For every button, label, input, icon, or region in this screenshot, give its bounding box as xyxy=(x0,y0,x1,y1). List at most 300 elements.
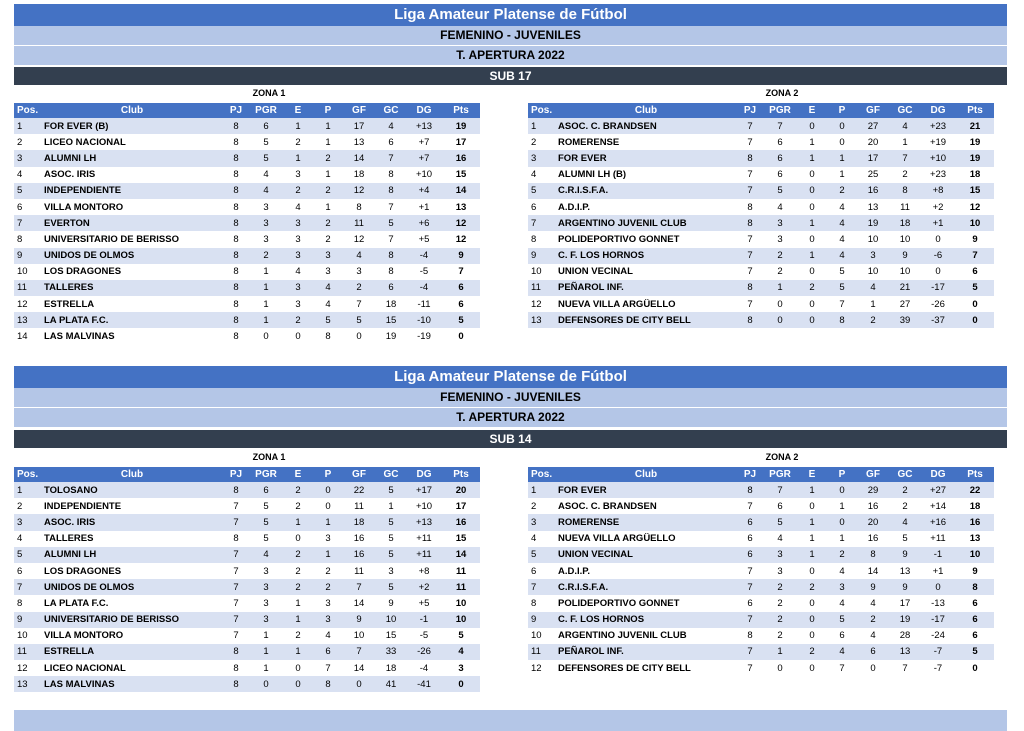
cell-club: PEÑAROL INF. xyxy=(556,644,736,660)
cell-e: 0 xyxy=(796,660,828,676)
column-header-pos: Pos. xyxy=(528,103,556,118)
cell-gf: 11 xyxy=(342,215,376,231)
cell-pos: 6 xyxy=(528,199,556,215)
cell-pj: 7 xyxy=(736,579,764,595)
cell-pj: 8 xyxy=(222,482,250,498)
cell-pj: 6 xyxy=(736,531,764,547)
cell-gf: 16 xyxy=(342,547,376,563)
cell-pts: 19 xyxy=(956,134,994,150)
table-header-row xyxy=(14,467,480,482)
table-row xyxy=(528,514,994,530)
cell-gc: 9 xyxy=(890,547,920,563)
cell-pos: 11 xyxy=(528,280,556,296)
category-header: SUB 17 xyxy=(14,67,1007,85)
cell-club: FOR EVER xyxy=(556,482,736,498)
cell-gc: 7 xyxy=(376,199,406,215)
cell-p: 5 xyxy=(828,612,856,628)
cell-p: 4 xyxy=(828,215,856,231)
cell-pos: 2 xyxy=(14,498,42,514)
cell-pgr: 1 xyxy=(250,296,282,312)
cell-pj: 8 xyxy=(222,183,250,199)
cell-club: TOLOSANO xyxy=(42,482,222,498)
table-row xyxy=(528,248,994,264)
cell-gc: 18 xyxy=(376,660,406,676)
cell-pgr: 1 xyxy=(250,280,282,296)
cell-p: 4 xyxy=(314,628,342,644)
cell-dg: +16 xyxy=(920,514,956,530)
cell-gc: 11 xyxy=(890,199,920,215)
cell-e: 1 xyxy=(796,215,828,231)
cell-pgr: 3 xyxy=(764,547,796,563)
cell-dg: +11 xyxy=(406,547,442,563)
table-row xyxy=(14,280,480,296)
cell-pts: 0 xyxy=(956,660,994,676)
cell-pos: 13 xyxy=(14,312,42,328)
cell-pos: 12 xyxy=(528,296,556,312)
cell-pos: 5 xyxy=(14,547,42,563)
league-title: Liga Amateur Platense de Fútbol xyxy=(14,366,1007,388)
cell-gf: 20 xyxy=(856,514,890,530)
cell-pgr: 0 xyxy=(764,660,796,676)
cell-pos: 5 xyxy=(14,183,42,199)
cell-gc: 1 xyxy=(376,498,406,514)
cell-pgr: 5 xyxy=(250,531,282,547)
table-row xyxy=(14,579,480,595)
cell-gc: 7 xyxy=(890,660,920,676)
cell-pts: 18 xyxy=(956,498,994,514)
cell-pos: 9 xyxy=(528,612,556,628)
cell-pos: 14 xyxy=(14,328,42,344)
cell-pts: 15 xyxy=(956,183,994,199)
cell-pts: 19 xyxy=(956,150,994,166)
cell-gc: 18 xyxy=(376,296,406,312)
cell-e: 1 xyxy=(282,118,314,134)
cell-gc: 4 xyxy=(376,118,406,134)
cell-pgr: 1 xyxy=(250,628,282,644)
footer-bar xyxy=(14,710,1007,731)
standings-table-zone-1 xyxy=(14,467,480,692)
cell-gc: 19 xyxy=(376,328,406,344)
cell-e: 0 xyxy=(796,264,828,280)
cell-gf: 0 xyxy=(856,660,890,676)
cell-club: ASOC. C. BRANDSEN xyxy=(556,118,736,134)
cell-pj: 7 xyxy=(736,660,764,676)
cell-pj: 7 xyxy=(736,644,764,660)
cell-e: 3 xyxy=(282,167,314,183)
cell-gc: 8 xyxy=(376,167,406,183)
table-row xyxy=(528,644,994,660)
cell-dg: +14 xyxy=(920,498,956,514)
cell-pts: 16 xyxy=(442,150,480,166)
column-header-e: E xyxy=(282,467,314,482)
cell-gf: 12 xyxy=(342,231,376,247)
cell-pj: 8 xyxy=(736,199,764,215)
cell-pj: 8 xyxy=(222,134,250,150)
table-header-row xyxy=(528,467,994,482)
cell-pts: 17 xyxy=(442,134,480,150)
cell-pj: 8 xyxy=(736,482,764,498)
cell-gc: 10 xyxy=(376,612,406,628)
cell-dg: +27 xyxy=(920,482,956,498)
cell-pj: 7 xyxy=(736,264,764,280)
cell-dg: -19 xyxy=(406,328,442,344)
column-header-club: Club xyxy=(42,467,222,482)
cell-club: INDEPENDIENTE xyxy=(42,498,222,514)
cell-dg: -17 xyxy=(920,612,956,628)
cell-pgr: 0 xyxy=(764,296,796,312)
cell-pts: 13 xyxy=(442,199,480,215)
cell-gf: 2 xyxy=(856,312,890,328)
cell-pj: 7 xyxy=(736,248,764,264)
cell-pts: 5 xyxy=(956,280,994,296)
cell-e: 3 xyxy=(282,231,314,247)
cell-gf: 17 xyxy=(342,118,376,134)
zone-1-label: ZONA 1 xyxy=(252,452,286,462)
cell-pj: 8 xyxy=(222,676,250,692)
cell-pos: 6 xyxy=(14,199,42,215)
league-title: Liga Amateur Platense de Fútbol xyxy=(14,4,1007,26)
cell-club: LOS DRAGONES xyxy=(42,563,222,579)
cell-gc: 28 xyxy=(890,628,920,644)
cell-e: 0 xyxy=(796,595,828,611)
cell-club: DEFENSORES DE CITY BELL xyxy=(556,312,736,328)
cell-gc: 21 xyxy=(890,280,920,296)
cell-dg: -10 xyxy=(406,312,442,328)
cell-p: 0 xyxy=(828,514,856,530)
cell-pj: 7 xyxy=(222,628,250,644)
cell-pgr: 3 xyxy=(250,199,282,215)
cell-p: 1 xyxy=(314,134,342,150)
cell-pts: 7 xyxy=(956,248,994,264)
cell-club: VILLA MONTORO xyxy=(42,199,222,215)
cell-pj: 8 xyxy=(222,118,250,134)
cell-pts: 15 xyxy=(442,531,480,547)
cell-p: 2 xyxy=(828,547,856,563)
cell-pgr: 0 xyxy=(250,328,282,344)
cell-dg: +13 xyxy=(406,514,442,530)
table-row xyxy=(528,498,994,514)
cell-pj: 8 xyxy=(222,531,250,547)
table-row xyxy=(14,199,480,215)
cell-e: 1 xyxy=(282,612,314,628)
cell-gf: 8 xyxy=(342,199,376,215)
cell-pts: 4 xyxy=(442,644,480,660)
cell-gf: 3 xyxy=(342,264,376,280)
cell-e: 0 xyxy=(796,167,828,183)
column-header-pts: Pts xyxy=(442,103,480,118)
cell-p: 0 xyxy=(828,118,856,134)
cell-gf: 27 xyxy=(856,118,890,134)
cell-gc: 1 xyxy=(890,134,920,150)
cell-pgr: 5 xyxy=(250,514,282,530)
cell-pgr: 7 xyxy=(764,118,796,134)
cell-dg: 0 xyxy=(920,579,956,595)
cell-pts: 3 xyxy=(442,660,480,676)
cell-gf: 14 xyxy=(342,660,376,676)
cell-pgr: 3 xyxy=(764,215,796,231)
table-row xyxy=(14,628,480,644)
cell-club: A.D.I.P. xyxy=(556,563,736,579)
cell-gf: 16 xyxy=(856,183,890,199)
cell-dg: +2 xyxy=(406,579,442,595)
cell-gc: 4 xyxy=(890,514,920,530)
cell-e: 0 xyxy=(282,328,314,344)
cell-p: 8 xyxy=(828,312,856,328)
table-row xyxy=(528,595,994,611)
column-header-pos: Pos. xyxy=(14,103,42,118)
table-row xyxy=(528,150,994,166)
table-row xyxy=(14,547,480,563)
cell-dg: +1 xyxy=(920,563,956,579)
cell-e: 1 xyxy=(796,547,828,563)
cell-club: VILLA MONTORO xyxy=(42,628,222,644)
cell-pts: 9 xyxy=(442,248,480,264)
cell-pj: 8 xyxy=(222,215,250,231)
cell-e: 0 xyxy=(282,676,314,692)
cell-pgr: 5 xyxy=(764,514,796,530)
table-row xyxy=(14,312,480,328)
cell-dg: +10 xyxy=(920,150,956,166)
cell-pos: 10 xyxy=(14,264,42,280)
cell-gc: 3 xyxy=(376,563,406,579)
column-header-e: E xyxy=(282,103,314,118)
cell-club: C.R.I.S.F.A. xyxy=(556,579,736,595)
cell-p: 8 xyxy=(314,676,342,692)
cell-gf: 1 xyxy=(856,296,890,312)
cell-gf: 13 xyxy=(342,134,376,150)
cell-dg: +4 xyxy=(406,183,442,199)
cell-club: FOR EVER xyxy=(556,150,736,166)
cell-gf: 20 xyxy=(856,134,890,150)
cell-e: 0 xyxy=(796,612,828,628)
cell-gf: 9 xyxy=(856,579,890,595)
cell-club: DEFENSORES DE CITY BELL xyxy=(556,660,736,676)
cell-pgr: 6 xyxy=(250,482,282,498)
cell-gf: 10 xyxy=(856,264,890,280)
cell-gf: 19 xyxy=(856,215,890,231)
cell-pts: 12 xyxy=(442,215,480,231)
column-header-pj: PJ xyxy=(736,467,764,482)
table-row xyxy=(528,296,994,312)
column-header-dg: DG xyxy=(920,467,956,482)
standings-table-zone-2 xyxy=(528,103,994,328)
cell-club: ASOC. IRIS xyxy=(42,167,222,183)
cell-pgr: 2 xyxy=(764,264,796,280)
table-row xyxy=(528,579,994,595)
cell-gf: 14 xyxy=(856,563,890,579)
cell-pgr: 4 xyxy=(250,167,282,183)
cell-pj: 8 xyxy=(222,296,250,312)
cell-pts: 9 xyxy=(956,231,994,247)
cell-club: LA PLATA F.C. xyxy=(42,595,222,611)
cell-dg: -37 xyxy=(920,312,956,328)
cell-pos: 8 xyxy=(14,231,42,247)
cell-pos: 7 xyxy=(14,215,42,231)
zone-2-label: ZONA 2 xyxy=(765,452,799,462)
cell-pts: 10 xyxy=(442,595,480,611)
cell-dg: -13 xyxy=(920,595,956,611)
cell-dg: +7 xyxy=(406,134,442,150)
cell-pgr: 4 xyxy=(250,183,282,199)
cell-club: C. F. LOS HORNOS xyxy=(556,612,736,628)
cell-pos: 5 xyxy=(528,183,556,199)
cell-pos: 7 xyxy=(528,215,556,231)
table-row xyxy=(14,150,480,166)
cell-pgr: 0 xyxy=(764,312,796,328)
cell-pgr: 1 xyxy=(764,280,796,296)
cell-pgr: 2 xyxy=(764,628,796,644)
cell-gf: 29 xyxy=(856,482,890,498)
cell-p: 1 xyxy=(314,547,342,563)
table-row xyxy=(14,531,480,547)
cell-pts: 5 xyxy=(956,644,994,660)
cell-pgr: 3 xyxy=(250,563,282,579)
cell-gc: 10 xyxy=(890,231,920,247)
cell-e: 1 xyxy=(282,150,314,166)
cell-gf: 12 xyxy=(342,183,376,199)
cell-pos: 4 xyxy=(14,531,42,547)
cell-dg: -11 xyxy=(406,296,442,312)
cell-p: 7 xyxy=(828,660,856,676)
cell-pgr: 3 xyxy=(250,579,282,595)
cell-p: 2 xyxy=(314,150,342,166)
cell-p: 3 xyxy=(314,264,342,280)
cell-p: 2 xyxy=(314,215,342,231)
column-header-pgr: PGR xyxy=(250,467,282,482)
table-row xyxy=(14,134,480,150)
cell-e: 0 xyxy=(796,231,828,247)
table-row xyxy=(14,660,480,676)
column-header-pts: Pts xyxy=(442,467,480,482)
cell-club: ALUMNI LH xyxy=(42,150,222,166)
cell-pts: 12 xyxy=(442,231,480,247)
table-row xyxy=(14,118,480,134)
table-header-row xyxy=(14,103,480,118)
cell-p: 1 xyxy=(828,150,856,166)
cell-pos: 3 xyxy=(14,150,42,166)
cell-club: LAS MALVINAS xyxy=(42,676,222,692)
table-row xyxy=(528,199,994,215)
cell-gc: 13 xyxy=(890,644,920,660)
cell-pgr: 7 xyxy=(764,482,796,498)
cell-gf: 4 xyxy=(856,280,890,296)
column-header-club: Club xyxy=(556,103,736,118)
cell-club: ASOC. IRIS xyxy=(42,514,222,530)
cell-e: 0 xyxy=(796,183,828,199)
cell-dg: +10 xyxy=(406,167,442,183)
column-header-gc: GC xyxy=(376,467,406,482)
cell-club: ROMERENSE xyxy=(556,514,736,530)
cell-dg: +11 xyxy=(920,531,956,547)
cell-pos: 9 xyxy=(14,612,42,628)
cell-gf: 16 xyxy=(342,531,376,547)
cell-pts: 10 xyxy=(956,215,994,231)
cell-dg: +8 xyxy=(406,563,442,579)
cell-e: 0 xyxy=(796,498,828,514)
cell-e: 3 xyxy=(282,248,314,264)
cell-p: 0 xyxy=(314,482,342,498)
cell-club: LICEO NACIONAL xyxy=(42,660,222,676)
cell-gc: 8 xyxy=(376,183,406,199)
cell-gf: 14 xyxy=(342,595,376,611)
cell-pts: 6 xyxy=(956,595,994,611)
cell-dg: +6 xyxy=(406,215,442,231)
cell-pgr: 5 xyxy=(250,498,282,514)
cell-pgr: 6 xyxy=(764,167,796,183)
table-row xyxy=(14,482,480,498)
cell-pts: 19 xyxy=(442,118,480,134)
table-row xyxy=(14,215,480,231)
cell-dg: -41 xyxy=(406,676,442,692)
table-row xyxy=(528,280,994,296)
table-row xyxy=(528,183,994,199)
column-header-club: Club xyxy=(42,103,222,118)
cell-pts: 13 xyxy=(956,531,994,547)
cell-club: C.R.I.S.F.A. xyxy=(556,183,736,199)
cell-e: 1 xyxy=(796,482,828,498)
cell-pj: 6 xyxy=(736,514,764,530)
cell-gc: 2 xyxy=(890,167,920,183)
cell-pj: 7 xyxy=(736,296,764,312)
table-row xyxy=(14,563,480,579)
cell-pj: 7 xyxy=(736,231,764,247)
cell-club: UNIVERSITARIO DE BERISSO xyxy=(42,231,222,247)
cell-pos: 3 xyxy=(528,150,556,166)
cell-pj: 8 xyxy=(736,628,764,644)
cell-pts: 6 xyxy=(442,280,480,296)
cell-club: ESTRELLA xyxy=(42,296,222,312)
column-header-gc: GC xyxy=(890,103,920,118)
cell-p: 0 xyxy=(828,134,856,150)
cell-gf: 11 xyxy=(342,563,376,579)
cell-p: 3 xyxy=(314,248,342,264)
cell-gc: 6 xyxy=(376,134,406,150)
cell-pj: 8 xyxy=(222,199,250,215)
cell-pgr: 6 xyxy=(250,118,282,134)
category-header: SUB 14 xyxy=(14,430,1007,448)
table-row xyxy=(14,595,480,611)
cell-e: 1 xyxy=(282,644,314,660)
column-header-e: E xyxy=(796,467,828,482)
cell-gc: 5 xyxy=(376,482,406,498)
cell-gc: 17 xyxy=(890,595,920,611)
cell-pgr: 3 xyxy=(250,215,282,231)
cell-pts: 7 xyxy=(442,264,480,280)
cell-dg: -5 xyxy=(406,628,442,644)
cell-dg: +2 xyxy=(920,199,956,215)
cell-pj: 8 xyxy=(736,150,764,166)
cell-gc: 5 xyxy=(376,579,406,595)
cell-gf: 18 xyxy=(342,167,376,183)
cell-gc: 5 xyxy=(890,531,920,547)
table-row xyxy=(528,547,994,563)
cell-pos: 11 xyxy=(14,644,42,660)
cell-pj: 7 xyxy=(222,563,250,579)
cell-e: 4 xyxy=(282,199,314,215)
cell-e: 2 xyxy=(796,280,828,296)
cell-gc: 7 xyxy=(376,231,406,247)
cell-pgr: 2 xyxy=(764,612,796,628)
cell-pts: 11 xyxy=(442,579,480,595)
cell-p: 4 xyxy=(828,644,856,660)
cell-p: 1 xyxy=(828,498,856,514)
cell-gf: 10 xyxy=(856,231,890,247)
table-row xyxy=(528,118,994,134)
cell-e: 1 xyxy=(282,595,314,611)
cell-pj: 7 xyxy=(222,579,250,595)
column-header-dg: DG xyxy=(406,103,442,118)
cell-gc: 19 xyxy=(890,612,920,628)
